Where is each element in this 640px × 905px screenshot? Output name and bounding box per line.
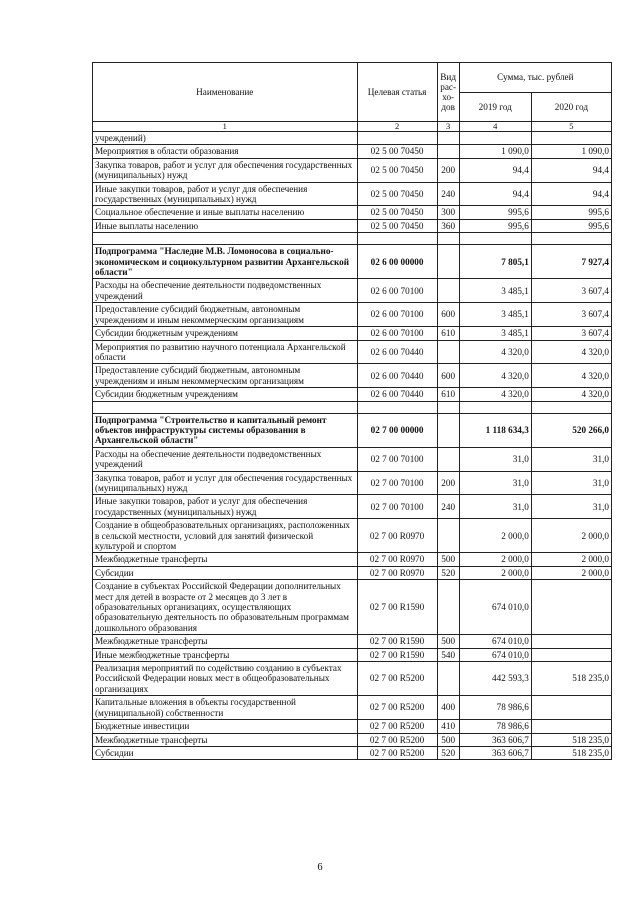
column-number: 3 <box>437 122 459 132</box>
expense-kind-cell: 600 <box>437 303 459 327</box>
amount-2019-cell: 78 986,6 <box>459 720 531 733</box>
row-name-cell: Иные межбюджетные трансферты <box>93 648 358 661</box>
row-name-cell: Расходы на обеспечение деятельности подведомственных учреждений <box>93 447 358 471</box>
row-name-cell: Закупка товаров, работ и услуг для обеспечения государственных (муниципальных) нужд <box>93 158 358 182</box>
amount-2019-cell: 4 320,0 <box>459 340 531 364</box>
row-name-cell: Создание в общеобразовательных организациях, расположенных в сельской местности, условий для занятий физической культурой и спортом <box>93 519 358 553</box>
spacer-cell <box>357 233 437 245</box>
row-name-cell: Капитальные вложения в объекты государственной (муниципальной) собственности <box>93 696 358 720</box>
amount-2019-cell: 363 606,7 <box>459 746 531 759</box>
table-row <box>93 635 612 648</box>
target-article-cell: 02 7 00 R1590 <box>357 648 437 661</box>
spacer-cell <box>357 401 437 413</box>
expense-kind-cell <box>437 279 459 303</box>
expense-kind-cell <box>437 447 459 471</box>
table-row <box>93 327 612 340</box>
spacer-row <box>93 401 612 413</box>
header-year-2019: 2019 год <box>459 92 531 122</box>
table-row <box>93 303 612 327</box>
expense-kind-cell: 240 <box>437 182 459 206</box>
amount-2020-cell: 4 320,0 <box>531 364 611 388</box>
expense-kind-cell: 240 <box>437 495 459 519</box>
amount-2019-cell: 2 000,0 <box>459 566 531 579</box>
header-target-article: Целевая статья <box>357 63 437 122</box>
table-row <box>93 553 612 566</box>
row-name-cell: учреждений) <box>93 132 358 145</box>
amount-2020-cell: 7 927,4 <box>531 245 611 279</box>
header-expense-kind: Вид рас-хо-дов <box>437 63 459 122</box>
amount-2020-cell: 995,6 <box>531 206 611 219</box>
amount-2019-cell: 674 010,0 <box>459 648 531 661</box>
amount-2020-cell: 518 235,0 <box>531 746 611 759</box>
spacer-cell <box>459 233 531 245</box>
amount-2020-cell <box>531 720 611 733</box>
table-row <box>93 580 612 635</box>
expense-kind-cell: 520 <box>437 746 459 759</box>
row-name-cell: Подпрограмма "Наследие М.В. Ломоносова в социально-экономическом и социокультурном развитии Архангельской области" <box>93 245 358 279</box>
table-row <box>93 696 612 720</box>
expense-kind-cell <box>437 413 459 447</box>
target-article-cell: 02 7 00 70100 <box>357 447 437 471</box>
table-row <box>93 566 612 579</box>
amount-2020-cell: 31,0 <box>531 447 611 471</box>
row-name-cell: Расходы на обеспечение деятельности подведомственных учреждений <box>93 279 358 303</box>
amount-2019-cell: 31,0 <box>459 447 531 471</box>
amount-2019-cell: 1 090,0 <box>459 145 531 158</box>
amount-2019-cell: 2 000,0 <box>459 519 531 553</box>
amount-2020-cell: 94,4 <box>531 158 611 182</box>
amount-2019-cell: 2 000,0 <box>459 553 531 566</box>
amount-2019-cell: 995,6 <box>459 206 531 219</box>
amount-2019-cell: 4 320,0 <box>459 364 531 388</box>
amount-2020-cell <box>531 580 611 635</box>
row-name-cell: Предоставление субсидий бюджетным, автономным учреждениям и иным некоммерческим организациям <box>93 303 358 327</box>
amount-2020-cell: 995,6 <box>531 219 611 232</box>
table-row <box>93 447 612 471</box>
row-name-cell: Межбюджетные трансферты <box>93 733 358 746</box>
row-name-cell: Создание в субъектах Российской Федерации дополнительных мест для детей в возрасте от 2 месяцев до 3 лет в образовательных организациях, осуществляющих образовательную деятельность по образовательным программам дошкольного образования <box>93 580 358 635</box>
table-row <box>93 746 612 759</box>
row-name-cell: Мероприятия в области образования <box>93 145 358 158</box>
amount-2019-cell: 363 606,7 <box>459 733 531 746</box>
header-year-2020: 2020 год <box>531 92 611 122</box>
amount-2019-cell: 674 010,0 <box>459 580 531 635</box>
amount-2019-cell: 3 485,1 <box>459 279 531 303</box>
amount-2019-cell: 7 805,1 <box>459 245 531 279</box>
table-row <box>93 279 612 303</box>
spacer-row <box>93 233 612 245</box>
amount-2020-cell: 3 607,4 <box>531 327 611 340</box>
spacer-cell <box>437 233 459 245</box>
row-name-cell: Иные выплаты населению <box>93 219 358 232</box>
target-article-cell: 02 7 00 R5200 <box>357 746 437 759</box>
row-name-cell: Субсидии <box>93 566 358 579</box>
table-row <box>93 495 612 519</box>
amount-2020-cell <box>531 635 611 648</box>
amount-2020-cell: 518 235,0 <box>531 733 611 746</box>
amount-2020-cell <box>531 696 611 720</box>
amount-2020-cell: 94,4 <box>531 182 611 206</box>
target-article-cell: 02 6 00 70100 <box>357 327 437 340</box>
expense-kind-cell: 500 <box>437 635 459 648</box>
target-article-cell: 02 7 00 00000 <box>357 413 437 447</box>
expense-kind-cell: 300 <box>437 206 459 219</box>
amount-2019-cell: 31,0 <box>459 495 531 519</box>
target-article-cell: 02 5 00 70450 <box>357 182 437 206</box>
row-name-cell: Межбюджетные трансферты <box>93 553 358 566</box>
amount-2020-cell: 4 320,0 <box>531 388 611 401</box>
column-number: 5 <box>531 122 611 132</box>
amount-2020-cell: 2 000,0 <box>531 553 611 566</box>
table-row <box>93 182 612 206</box>
expense-kind-cell: 610 <box>437 388 459 401</box>
amount-2019-cell: 4 320,0 <box>459 388 531 401</box>
amount-2020-cell: 31,0 <box>531 495 611 519</box>
target-article-cell: 02 7 00 R0970 <box>357 566 437 579</box>
column-number: 2 <box>357 122 437 132</box>
expense-kind-cell <box>437 580 459 635</box>
column-number: 1 <box>93 122 358 132</box>
target-article-cell: 02 6 00 70100 <box>357 303 437 327</box>
amount-2019-cell: 995,6 <box>459 219 531 232</box>
table-row <box>93 519 612 553</box>
row-name-cell: Субсидии бюджетным учреждениям <box>93 327 358 340</box>
table-row <box>93 720 612 733</box>
table-row <box>93 145 612 158</box>
spacer-cell <box>531 233 611 245</box>
target-article-cell: 02 5 00 70450 <box>357 206 437 219</box>
amount-2019-cell: 94,4 <box>459 182 531 206</box>
amount-2019-cell: 3 485,1 <box>459 303 531 327</box>
amount-2019-cell: 674 010,0 <box>459 635 531 648</box>
budget-table <box>92 62 612 760</box>
amount-2020-cell: 1 090,0 <box>531 145 611 158</box>
expense-kind-cell: 520 <box>437 566 459 579</box>
expense-kind-cell: 610 <box>437 327 459 340</box>
expense-kind-cell: 410 <box>437 720 459 733</box>
expense-kind-cell: 500 <box>437 553 459 566</box>
expense-kind-cell: 360 <box>437 219 459 232</box>
amount-2019-cell: 1 118 634,3 <box>459 413 531 447</box>
target-article-cell: 02 5 00 70450 <box>357 158 437 182</box>
target-article-cell: 02 6 00 70440 <box>357 340 437 364</box>
expense-kind-cell: 200 <box>437 471 459 495</box>
row-name-cell: Подпрограмма "Строительство и капитальный ремонт объектов инфраструктуры системы образования в Архангельской области" <box>93 413 358 447</box>
spacer-cell <box>93 233 358 245</box>
row-name-cell: Иные закупки товаров, работ и услуг для обеспечения государственных (муниципальных) нужд <box>93 495 358 519</box>
target-article-cell: 02 6 00 70440 <box>357 364 437 388</box>
expense-kind-cell <box>437 340 459 364</box>
expense-kind-cell: 400 <box>437 696 459 720</box>
expense-kind-cell: 500 <box>437 733 459 746</box>
amount-2020-cell: 31,0 <box>531 471 611 495</box>
target-article-cell: 02 7 00 70100 <box>357 471 437 495</box>
header-name: Наименование <box>93 63 358 122</box>
table-row <box>93 733 612 746</box>
expense-kind-cell <box>437 132 459 145</box>
target-article-cell: 02 5 00 70450 <box>357 219 437 232</box>
row-name-cell: Предоставление субсидий бюджетным, автономным учреждениям и иным некоммерческим организациям <box>93 364 358 388</box>
amount-2019-cell: 3 485,1 <box>459 327 531 340</box>
row-name-cell: Реализация мероприятий по содействию созданию в субъектах Российской Федерации новых мест в общеобразовательных организациях <box>93 662 358 696</box>
table-row <box>93 648 612 661</box>
column-number: 4 <box>459 122 531 132</box>
amount-2020-cell <box>531 132 611 145</box>
amount-2019-cell: 94,4 <box>459 158 531 182</box>
expense-kind-cell <box>437 145 459 158</box>
amount-2020-cell <box>531 648 611 661</box>
target-article-cell: 02 6 00 70100 <box>357 279 437 303</box>
row-name-cell: Закупка товаров, работ и услуг для обеспечения государственных (муниципальных) нужд <box>93 471 358 495</box>
row-name-cell: Мероприятия по развитию научного потенциала Архангельской области <box>93 340 358 364</box>
amount-2020-cell: 518 235,0 <box>531 662 611 696</box>
target-article-cell <box>357 132 437 145</box>
expense-kind-cell: 540 <box>437 648 459 661</box>
table-row <box>93 388 612 401</box>
table-row <box>93 132 612 145</box>
page-number: 6 <box>317 862 323 873</box>
target-article-cell: 02 7 00 R1590 <box>357 635 437 648</box>
spacer-cell <box>437 401 459 413</box>
expense-kind-cell <box>437 245 459 279</box>
target-article-cell: 02 6 00 00000 <box>357 245 437 279</box>
table-header-row <box>93 63 612 93</box>
expense-kind-cell: 200 <box>437 158 459 182</box>
amount-2020-cell: 3 607,4 <box>531 279 611 303</box>
target-article-cell: 02 7 00 70100 <box>357 495 437 519</box>
target-article-cell: 02 7 00 R5200 <box>357 720 437 733</box>
row-name-cell: Межбюджетные трансферты <box>93 635 358 648</box>
row-name-cell: Субсидии <box>93 746 358 759</box>
table-row <box>93 219 612 232</box>
header-sum: Сумма, тыс. рублей <box>459 63 611 93</box>
amount-2020-cell: 2 000,0 <box>531 566 611 579</box>
expense-kind-cell <box>437 662 459 696</box>
subprogram-row <box>93 245 612 279</box>
spacer-cell <box>531 401 611 413</box>
row-name-cell: Субсидии бюджетным учреждениям <box>93 388 358 401</box>
target-article-cell: 02 7 00 R5200 <box>357 662 437 696</box>
expense-kind-cell <box>437 519 459 553</box>
budget-document-page <box>92 62 612 760</box>
table-body <box>93 132 612 760</box>
amount-2020-cell: 3 607,4 <box>531 303 611 327</box>
row-name-cell: Бюджетные инвестиции <box>93 720 358 733</box>
amount-2020-cell: 4 320,0 <box>531 340 611 364</box>
table-row <box>93 364 612 388</box>
table-row <box>93 206 612 219</box>
amount-2019-cell: 442 593,3 <box>459 662 531 696</box>
spacer-cell <box>459 401 531 413</box>
amount-2020-cell: 2 000,0 <box>531 519 611 553</box>
target-article-cell: 02 7 00 R0970 <box>357 553 437 566</box>
table-row <box>93 662 612 696</box>
table-row <box>93 158 612 182</box>
subprogram-row <box>93 413 612 447</box>
target-article-cell: 02 7 00 R5200 <box>357 733 437 746</box>
table-row <box>93 471 612 495</box>
target-article-cell: 02 7 00 R0970 <box>357 519 437 553</box>
amount-2019-cell: 78 986,6 <box>459 696 531 720</box>
table-row <box>93 340 612 364</box>
target-article-cell: 02 7 00 R1590 <box>357 580 437 635</box>
target-article-cell: 02 6 00 70440 <box>357 388 437 401</box>
column-number-row <box>93 122 612 132</box>
expense-kind-cell: 600 <box>437 364 459 388</box>
amount-2020-cell: 520 266,0 <box>531 413 611 447</box>
spacer-cell <box>93 401 358 413</box>
row-name-cell: Социальное обеспечение и иные выплаты населению <box>93 206 358 219</box>
amount-2019-cell <box>459 132 531 145</box>
amount-2019-cell: 31,0 <box>459 471 531 495</box>
target-article-cell: 02 7 00 R5200 <box>357 696 437 720</box>
target-article-cell: 02 5 00 70450 <box>357 145 437 158</box>
row-name-cell: Иные закупки товаров, работ и услуг для обеспечения государственных (муниципальных) нужд <box>93 182 358 206</box>
